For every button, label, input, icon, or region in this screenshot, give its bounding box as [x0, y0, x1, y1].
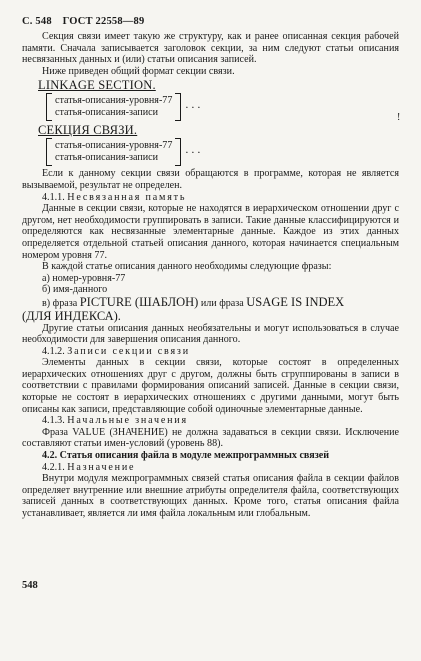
- section-heading-4-1-3: [22, 415, 399, 427]
- list-item-text: или фраза: [200, 297, 244, 309]
- paragraph: Фраза VALUE (ЗНАЧЕНИЕ) не должна задаваться в секции связи. Исключение составляют статьи имен-условий (уровень 88).: [22, 426, 399, 450]
- syntax-linkage-ru: СЕКЦИЯ СВЯЗИ.: [38, 123, 138, 138]
- index-keyword: (ДЛЯ ИНДЕКСА).: [22, 308, 121, 323]
- paragraph: Данные в секции связи, которые не находятся в иерархическом отношении друг с другом, нет необходимости группировать в записи. Такие данные классифицируются и определяются как несвязанные элементарные данные. Каждое из этих данных определяется отдельной статьей описания данного, которая начинается специальным номером уровня 77.: [22, 203, 399, 261]
- section-heading-4-1-1: [22, 192, 399, 204]
- list-item: б) имя-данного: [42, 284, 108, 296]
- page-number: 548: [22, 580, 38, 591]
- heading-number: 4.1.1.: [42, 191, 65, 203]
- standard-label: ГОСТ 22558—89: [62, 16, 145, 27]
- heading-text: Несвязанная память: [67, 191, 187, 203]
- syntax-format-en: [46, 93, 399, 121]
- syntax-lines: [52, 95, 175, 120]
- list-item: а) номер-уровня-77: [42, 272, 126, 284]
- syntax-ellipsis: . . .: [185, 96, 201, 111]
- section-heading-4-2: 4.2. Статья описания файла в модуле межпрограммных связей: [42, 450, 330, 462]
- syntax-line: статья-описания-уровня-77: [55, 94, 173, 106]
- section-heading-4-2-1: [22, 462, 399, 474]
- right-bracket: [175, 93, 181, 121]
- heading-number: 4.1.2.: [42, 345, 65, 357]
- paragraph: Секция связи имеет такую же структуру, как и ранее описанная секция рабочей памяти. Сначала записывается заголовок секции, за ним следуют статьи описания несвязанных данных и (или) статьи описания записей.: [22, 31, 399, 66]
- heading-number: 4.2.1.: [42, 461, 65, 473]
- heading-text: Записи секции связи: [67, 345, 190, 357]
- paragraph: Внутри модуля межпрограммных связей статья описания файла в секции файлов определяет внутренние или внешние атрибуты определителя файла, соответствующих записей данных в соответствующих данных. Кроме того, статья описания файла устанавливает, является ли имя файла локальным или глобальным.: [22, 473, 399, 519]
- syntax-format-ru: [46, 138, 399, 166]
- document-page: [22, 16, 399, 520]
- paragraph: Если к данному секции связи обращаются в программе, которая не является вызываемой, результат не определен.: [22, 168, 399, 191]
- margin-mark: !: [397, 112, 401, 123]
- syntax-line: статья-описания-записи: [55, 107, 159, 119]
- right-bracket: [175, 138, 181, 166]
- syntax-line: статья-описания-записи: [55, 152, 159, 164]
- paragraph: Элементы данных в секции связи, которые состоят в определенных иерархических отношениях друг с другом, должны быть сгруппированы в записи в соответствии с правилами формирования описаний записей. Данные в секции связи, которые не состоят в иерархических отношениях с другими данными, могут быть описаны как записи, представляющие собой одиночные элементарные данные.: [22, 357, 399, 415]
- picture-keyword: PICTURE (ШАБЛОН): [79, 294, 199, 309]
- section-heading-4-1-2: [22, 346, 399, 358]
- list-item: [42, 296, 399, 310]
- heading-number: 4.1.3.: [42, 415, 65, 427]
- page-header: [22, 16, 399, 27]
- paragraph: Ниже приведен общий формат секции связи.: [42, 65, 235, 77]
- list-item-text: в) фраза: [42, 297, 78, 309]
- syntax-line: статья-описания-уровня-77: [55, 139, 173, 151]
- page-label: С. 548: [22, 16, 52, 27]
- paragraph: Другие статьи описания данных необязательны и могут использоваться в случае необходимости для завершения описания данного.: [22, 322, 399, 346]
- paragraph: В каждой статье описания данного необходимы следующие фразы:: [42, 261, 332, 273]
- heading-text: Начальные значения: [67, 415, 188, 427]
- heading-text: Назначение: [67, 461, 136, 473]
- syntax-ellipsis: . . .: [185, 141, 201, 156]
- usage-keyword: USAGE IS INDEX: [246, 294, 345, 309]
- syntax-lines: [52, 140, 175, 165]
- syntax-linkage-en: LINKAGE SECTION.: [38, 78, 156, 93]
